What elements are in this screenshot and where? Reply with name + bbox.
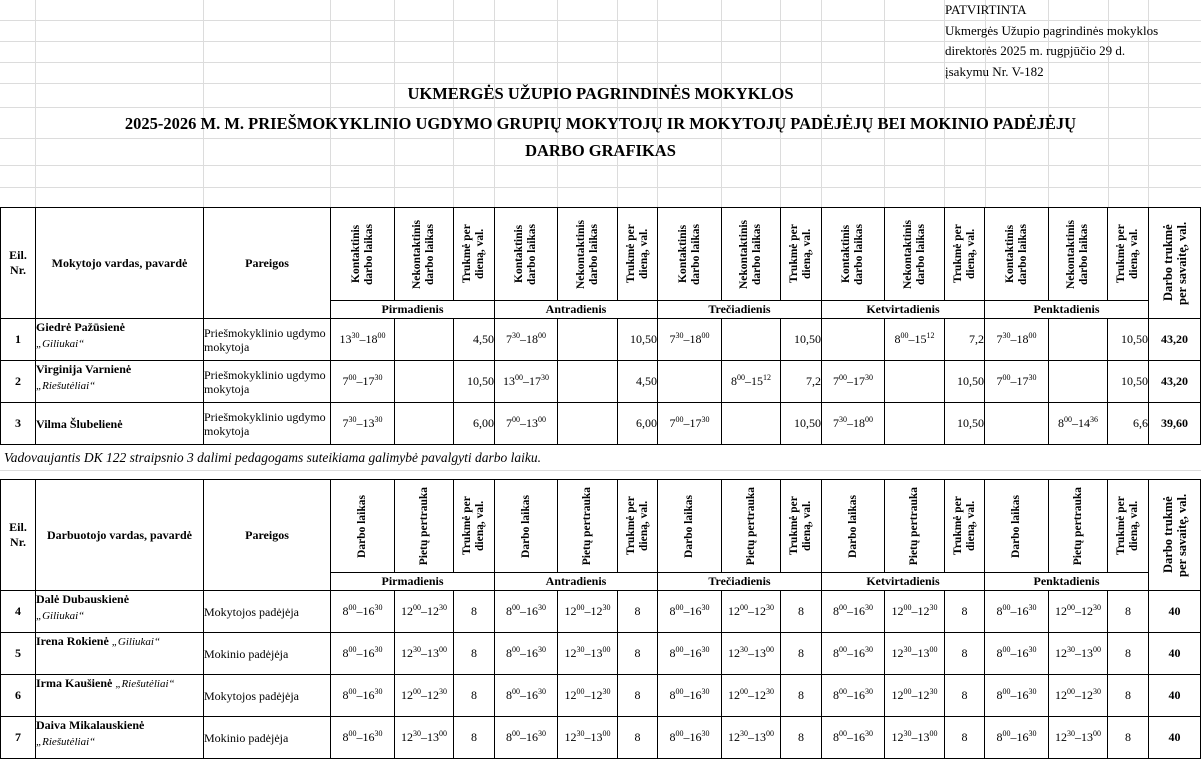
person-name-cell: [36, 591, 204, 633]
work-time-cell: $8^{00}-16^{30}$: [658, 591, 722, 633]
col-header-sub: Darbo laikas: [331, 480, 395, 573]
work-time-cell: $8^{00}-16^{30}$: [495, 717, 558, 759]
work-time-cell: $8^{00}-16^{30}$: [658, 633, 722, 675]
contact-time-cell: $7^{30}-18^{00}$: [985, 319, 1049, 361]
group-name: „Giliukai“: [36, 610, 85, 622]
daily-duration-cell: 6,6: [1108, 403, 1149, 445]
day-header: Ketvirtadienis: [822, 301, 985, 319]
non-contact-time-cell: $8^{00}-15^{12}$: [885, 319, 945, 361]
non-contact-time-cell: $8^{00}-14^{36}$: [1049, 403, 1108, 445]
row-number: 3: [1, 403, 36, 445]
role-cell: Mokinio padėjėja: [204, 633, 331, 675]
role-cell: Mokinio padėjėja: [204, 717, 331, 759]
col-header-sub: Trukmė per dieną, val.: [945, 208, 985, 301]
col-header-sub: Nekontaktinis darbo laikas: [885, 208, 945, 301]
daily-duration-cell: 10,50: [1108, 361, 1149, 403]
non-contact-time-cell: [395, 403, 454, 445]
daily-duration-cell: 8: [618, 591, 658, 633]
day-header: Penktadienis: [985, 573, 1149, 591]
work-time-cell: $8^{00}-16^{30}$: [822, 633, 885, 675]
person-name-cell: [36, 633, 204, 675]
lunch-break-cell: $12^{30}-13^{00}$: [395, 633, 454, 675]
contact-time-cell: $7^{00}-17^{30}$: [822, 361, 885, 403]
day-header: Antradienis: [495, 301, 658, 319]
contact-time-cell: $7^{30}-18^{00}$: [822, 403, 885, 445]
lunch-break-cell: $12^{00}-12^{30}$: [722, 591, 781, 633]
daily-duration-cell: 10,50: [454, 361, 495, 403]
approval-line-4: įsakymu Nr. V-182: [945, 63, 1044, 79]
contact-time-cell: $13^{00}-17^{30}$: [495, 361, 558, 403]
non-contact-time-cell: [395, 319, 454, 361]
lunch-break-cell: $12^{30}-13^{00}$: [395, 717, 454, 759]
daily-duration-cell: 7,2: [781, 361, 822, 403]
col-header-role: Pareigos: [204, 208, 331, 319]
daily-duration-cell: 8: [781, 675, 822, 717]
contact-time-cell: $7^{00}-17^{30}$: [331, 361, 395, 403]
table-row: [1, 319, 1201, 361]
weekly-total-cell: 40: [1149, 675, 1201, 717]
non-contact-time-cell: [558, 319, 618, 361]
daily-duration-cell: 8: [945, 591, 985, 633]
col-header-sub: Nekontaktinis darbo laikas: [722, 208, 781, 301]
col-header-week-total: Darbo trukmė per savaitę, val.: [1149, 208, 1201, 319]
lunch-break-cell: $12^{30}-13^{00}$: [1049, 633, 1108, 675]
col-header-sub: Trukmė per dieną, val.: [781, 480, 822, 573]
weekly-total-cell: 40: [1149, 633, 1201, 675]
lunch-break-cell: $12^{00}-12^{30}$: [395, 675, 454, 717]
col-header-sub: Nekontaktinis darbo laikas: [395, 208, 454, 301]
lunch-break-cell: $12^{00}-12^{30}$: [558, 675, 618, 717]
col-header-sub: Pietų pertrauka: [885, 480, 945, 573]
daily-duration-cell: 6,00: [618, 403, 658, 445]
row-number: 1: [1, 319, 36, 361]
non-contact-time-cell: [558, 361, 618, 403]
approval-line-2: Ukmergės Užupio pagrindinės mokyklos: [945, 22, 1159, 38]
row-number: 6: [1, 675, 36, 717]
role-cell: Priešmokyklinio ugdymo mokytoja: [204, 319, 331, 361]
daily-duration-cell: 8: [1108, 633, 1149, 675]
work-time-cell: $8^{00}-16^{30}$: [985, 675, 1049, 717]
person-name-cell: [36, 403, 204, 445]
daily-duration-cell: 8: [945, 675, 985, 717]
work-time-cell: $8^{00}-16^{30}$: [495, 633, 558, 675]
day-header: Antradienis: [495, 573, 658, 591]
work-time-cell: $8^{00}-16^{30}$: [331, 675, 395, 717]
daily-duration-cell: 8: [454, 591, 495, 633]
col-header-sub: Pietų pertrauka: [1049, 480, 1108, 573]
non-contact-time-cell: [885, 403, 945, 445]
daily-duration-cell: 8: [781, 633, 822, 675]
daily-duration-cell: 4,50: [618, 361, 658, 403]
col-header-sub: Kontaktinis darbo laikas: [658, 208, 722, 301]
col-header-sub: Darbo laikas: [658, 480, 722, 573]
weekly-total-cell: 39,60: [1149, 403, 1201, 445]
daily-duration-cell: 8: [781, 717, 822, 759]
col-header-sub: Nekontaktinis darbo laikas: [558, 208, 618, 301]
contact-time-cell: $7^{00}-17^{30}$: [985, 361, 1049, 403]
person-name-cell: [36, 675, 204, 717]
contact-time-cell: $7^{00}-13^{00}$: [495, 403, 558, 445]
day-header: Ketvirtadienis: [822, 573, 985, 591]
daily-duration-cell: 8: [454, 675, 495, 717]
daily-duration-cell: 8: [945, 633, 985, 675]
col-header-sub: Trukmė per dieną, val.: [945, 480, 985, 573]
daily-duration-cell: 10,50: [1108, 319, 1149, 361]
approval-line-1: PATVIRTINTA: [945, 2, 1027, 17]
person-name-cell: [36, 717, 204, 759]
non-contact-time-cell: [395, 361, 454, 403]
col-header-sub: Pietų pertrauka: [395, 480, 454, 573]
col-header-sub: Kontaktinis darbo laikas: [985, 208, 1049, 301]
role-cell: Mokytojos padėjėja: [204, 591, 331, 633]
col-header-sub: Pietų pertrauka: [722, 480, 781, 573]
day-header: Penktadienis: [985, 301, 1149, 319]
approval-stamp: [945, 0, 1201, 82]
approval-line-3: direktorės 2025 m. rugpjūčio 29 d.: [945, 43, 1126, 58]
col-header-sub: Trukmė per dieną, val.: [781, 208, 822, 301]
work-time-cell: $8^{00}-16^{30}$: [331, 633, 395, 675]
daily-duration-cell: 7,2: [945, 319, 985, 361]
non-contact-time-cell: $8^{00}-15^{12}$: [722, 361, 781, 403]
weekly-total-cell: 43,20: [1149, 361, 1201, 403]
col-header-sub: Trukmė per dieną, val.: [1108, 208, 1149, 301]
col-header-sub: Trukmė per dieną, val.: [618, 480, 658, 573]
group-name: „Riešutėliai“: [36, 380, 96, 392]
table-row: [1, 403, 1201, 445]
contact-time-cell: $13^{30}-18^{00}$: [331, 319, 395, 361]
lunch-break-cell: $12^{00}-12^{30}$: [1049, 591, 1108, 633]
weekly-total-cell: 43,20: [1149, 319, 1201, 361]
lunch-break-cell: $12^{00}-12^{30}$: [722, 675, 781, 717]
document-title: 2025-2026 M. M. PRIEŠMOKYKLINIO UGDYMO GRUPIŲ MOKYTOJŲ IR MOKYTOJŲ PADĖJĖJŲ BEI MOKINIO PADĖJĖJŲ: [124, 114, 1077, 133]
contact-time-cell: $7^{00}-17^{30}$: [658, 403, 722, 445]
work-time-cell: $8^{00}-16^{30}$: [822, 591, 885, 633]
col-header-no: Eil. Nr.: [1, 480, 36, 591]
col-header-sub: Darbo laikas: [495, 480, 558, 573]
daily-duration-cell: 10,50: [945, 361, 985, 403]
table-row: [1, 361, 1201, 403]
work-time-cell: $8^{00}-16^{30}$: [658, 717, 722, 759]
daily-duration-cell: 10,50: [781, 403, 822, 445]
lunch-break-cell: $12^{00}-12^{30}$: [1049, 675, 1108, 717]
work-time-cell: $8^{00}-16^{30}$: [331, 717, 395, 759]
table-row: [1, 633, 1201, 675]
lunch-break-cell: $12^{30}-13^{00}$: [722, 717, 781, 759]
lunch-break-cell: $12^{30}-13^{00}$: [558, 717, 618, 759]
work-time-cell: $8^{00}-16^{30}$: [822, 717, 885, 759]
col-header-sub: Nekontaktinis darbo laikas: [1049, 208, 1108, 301]
lunch-break-cell: $12^{00}-12^{30}$: [395, 591, 454, 633]
contact-time-cell: [822, 319, 885, 361]
col-header-sub: Kontaktinis darbo laikas: [331, 208, 395, 301]
lunch-break-cell: $12^{30}-13^{00}$: [885, 633, 945, 675]
col-header-sub: Pietų pertrauka: [558, 480, 618, 573]
contact-time-cell: $7^{30}-18^{00}$: [658, 319, 722, 361]
document-subtitle: DARBO GRAFIKAS: [525, 141, 676, 160]
row-number: 5: [1, 633, 36, 675]
person-name: Vilma Šlubelienė: [36, 416, 123, 431]
col-header-name: Mokytojo vardas, pavardė: [36, 208, 204, 319]
daily-duration-cell: 10,50: [945, 403, 985, 445]
non-contact-time-cell: [722, 319, 781, 361]
daily-duration-cell: 8: [618, 717, 658, 759]
person-name: Daiva Mikalauskienė: [36, 718, 145, 732]
non-contact-time-cell: [722, 403, 781, 445]
work-time-cell: $8^{00}-16^{30}$: [331, 591, 395, 633]
contact-time-cell: [658, 361, 722, 403]
person-name: Giedrė Pažūsienė: [36, 320, 125, 334]
weekly-total-cell: 40: [1149, 717, 1201, 759]
person-name: Irena Rokienė: [36, 634, 109, 648]
work-time-cell: $8^{00}-16^{30}$: [985, 591, 1049, 633]
contact-time-cell: $7^{30}-18^{00}$: [495, 319, 558, 361]
table-row: [1, 675, 1201, 717]
assistants-schedule-table: [0, 479, 1201, 759]
daily-duration-cell: 8: [454, 633, 495, 675]
weekly-total-cell: 40: [1149, 591, 1201, 633]
table-row: [1, 717, 1201, 759]
lunch-break-cell: $12^{30}-13^{00}$: [558, 633, 618, 675]
day-header: Pirmadienis: [331, 573, 495, 591]
col-header-sub: Trukmė per dieną, val.: [618, 208, 658, 301]
person-name: Irma Kaušienė: [36, 676, 113, 690]
work-time-cell: $8^{00}-16^{30}$: [658, 675, 722, 717]
row-number: 4: [1, 591, 36, 633]
day-header: Trečiadienis: [658, 301, 822, 319]
lunch-break-cell: $12^{30}-13^{00}$: [885, 717, 945, 759]
day-header: Pirmadienis: [331, 301, 495, 319]
person-name: Dalė Dubauskienė: [36, 592, 130, 606]
work-time-cell: $8^{00}-16^{30}$: [495, 591, 558, 633]
col-header-sub: Darbo laikas: [985, 480, 1049, 573]
non-contact-time-cell: [885, 361, 945, 403]
person-name: Virginija Varnienė: [36, 362, 132, 376]
non-contact-time-cell: [1049, 319, 1108, 361]
group-name: „Giliukai“: [36, 338, 85, 350]
col-header-sub: Trukmė per dieną, val.: [454, 208, 495, 301]
lunch-break-cell: $12^{00}-12^{30}$: [885, 591, 945, 633]
school-title: UKMERGĖS UŽUPIO PAGRINDINĖS MOKYKLOS: [407, 84, 794, 103]
role-cell: Priešmokyklinio ugdymo mokytoja: [204, 361, 331, 403]
col-header-week-total: Darbo trukmė per savaitę, val.: [1149, 480, 1201, 591]
contact-time-cell: $7^{30}-13^{30}$: [331, 403, 395, 445]
daily-duration-cell: 8: [1108, 675, 1149, 717]
role-cell: Priešmokyklinio ugdymo mokytoja: [204, 403, 331, 445]
row-number: 2: [1, 361, 36, 403]
col-header-sub: Darbo laikas: [822, 480, 885, 573]
lunch-break-cell: $12^{00}-12^{30}$: [885, 675, 945, 717]
daily-duration-cell: 10,50: [618, 319, 658, 361]
work-time-cell: $8^{00}-16^{30}$: [985, 633, 1049, 675]
lunch-note: Vadovaujantis DK 122 straipsnio 3 dalimi pedagogams suteikiama galimybė pavalgyti darbo laiku.: [4, 450, 541, 465]
group-name: „Giliukai“: [111, 636, 161, 648]
daily-duration-cell: 8: [618, 633, 658, 675]
non-contact-time-cell: [1049, 361, 1108, 403]
person-name-cell: [36, 361, 204, 403]
col-header-role: Pareigos: [204, 480, 331, 591]
col-header-sub: Trukmė per dieną, val.: [454, 480, 495, 573]
col-header-sub: Trukmė per dieną, val.: [1108, 480, 1149, 573]
daily-duration-cell: 4,50: [454, 319, 495, 361]
daily-duration-cell: 8: [1108, 717, 1149, 759]
daily-duration-cell: 8: [781, 591, 822, 633]
work-time-cell: $8^{00}-16^{30}$: [495, 675, 558, 717]
group-name: „Riešutėliai“: [36, 736, 96, 748]
group-name: „Riešutėliai“: [115, 678, 175, 690]
daily-duration-cell: 8: [945, 717, 985, 759]
daily-duration-cell: 8: [1108, 591, 1149, 633]
role-cell: Mokytojos padėjėja: [204, 675, 331, 717]
work-time-cell: $8^{00}-16^{30}$: [822, 675, 885, 717]
col-header-sub: Kontaktinis darbo laikas: [822, 208, 885, 301]
row-number: 7: [1, 717, 36, 759]
lunch-break-cell: $12^{00}-12^{30}$: [558, 591, 618, 633]
daily-duration-cell: 6,00: [454, 403, 495, 445]
work-time-cell: $8^{00}-16^{30}$: [985, 717, 1049, 759]
teachers-schedule-table: [0, 207, 1201, 445]
lunch-break-cell: $12^{30}-13^{00}$: [722, 633, 781, 675]
non-contact-time-cell: [558, 403, 618, 445]
col-header-name: Darbuotojo vardas, pavardė: [36, 480, 204, 591]
daily-duration-cell: 10,50: [781, 319, 822, 361]
day-header: Trečiadienis: [658, 573, 822, 591]
lunch-break-cell: $12^{30}-13^{00}$: [1049, 717, 1108, 759]
person-name-cell: [36, 319, 204, 361]
daily-duration-cell: 8: [454, 717, 495, 759]
contact-time-cell: [985, 403, 1049, 445]
daily-duration-cell: 8: [618, 675, 658, 717]
col-header-no: Eil. Nr.: [1, 208, 36, 319]
table-row: [1, 591, 1201, 633]
col-header-sub: Kontaktinis darbo laikas: [495, 208, 558, 301]
